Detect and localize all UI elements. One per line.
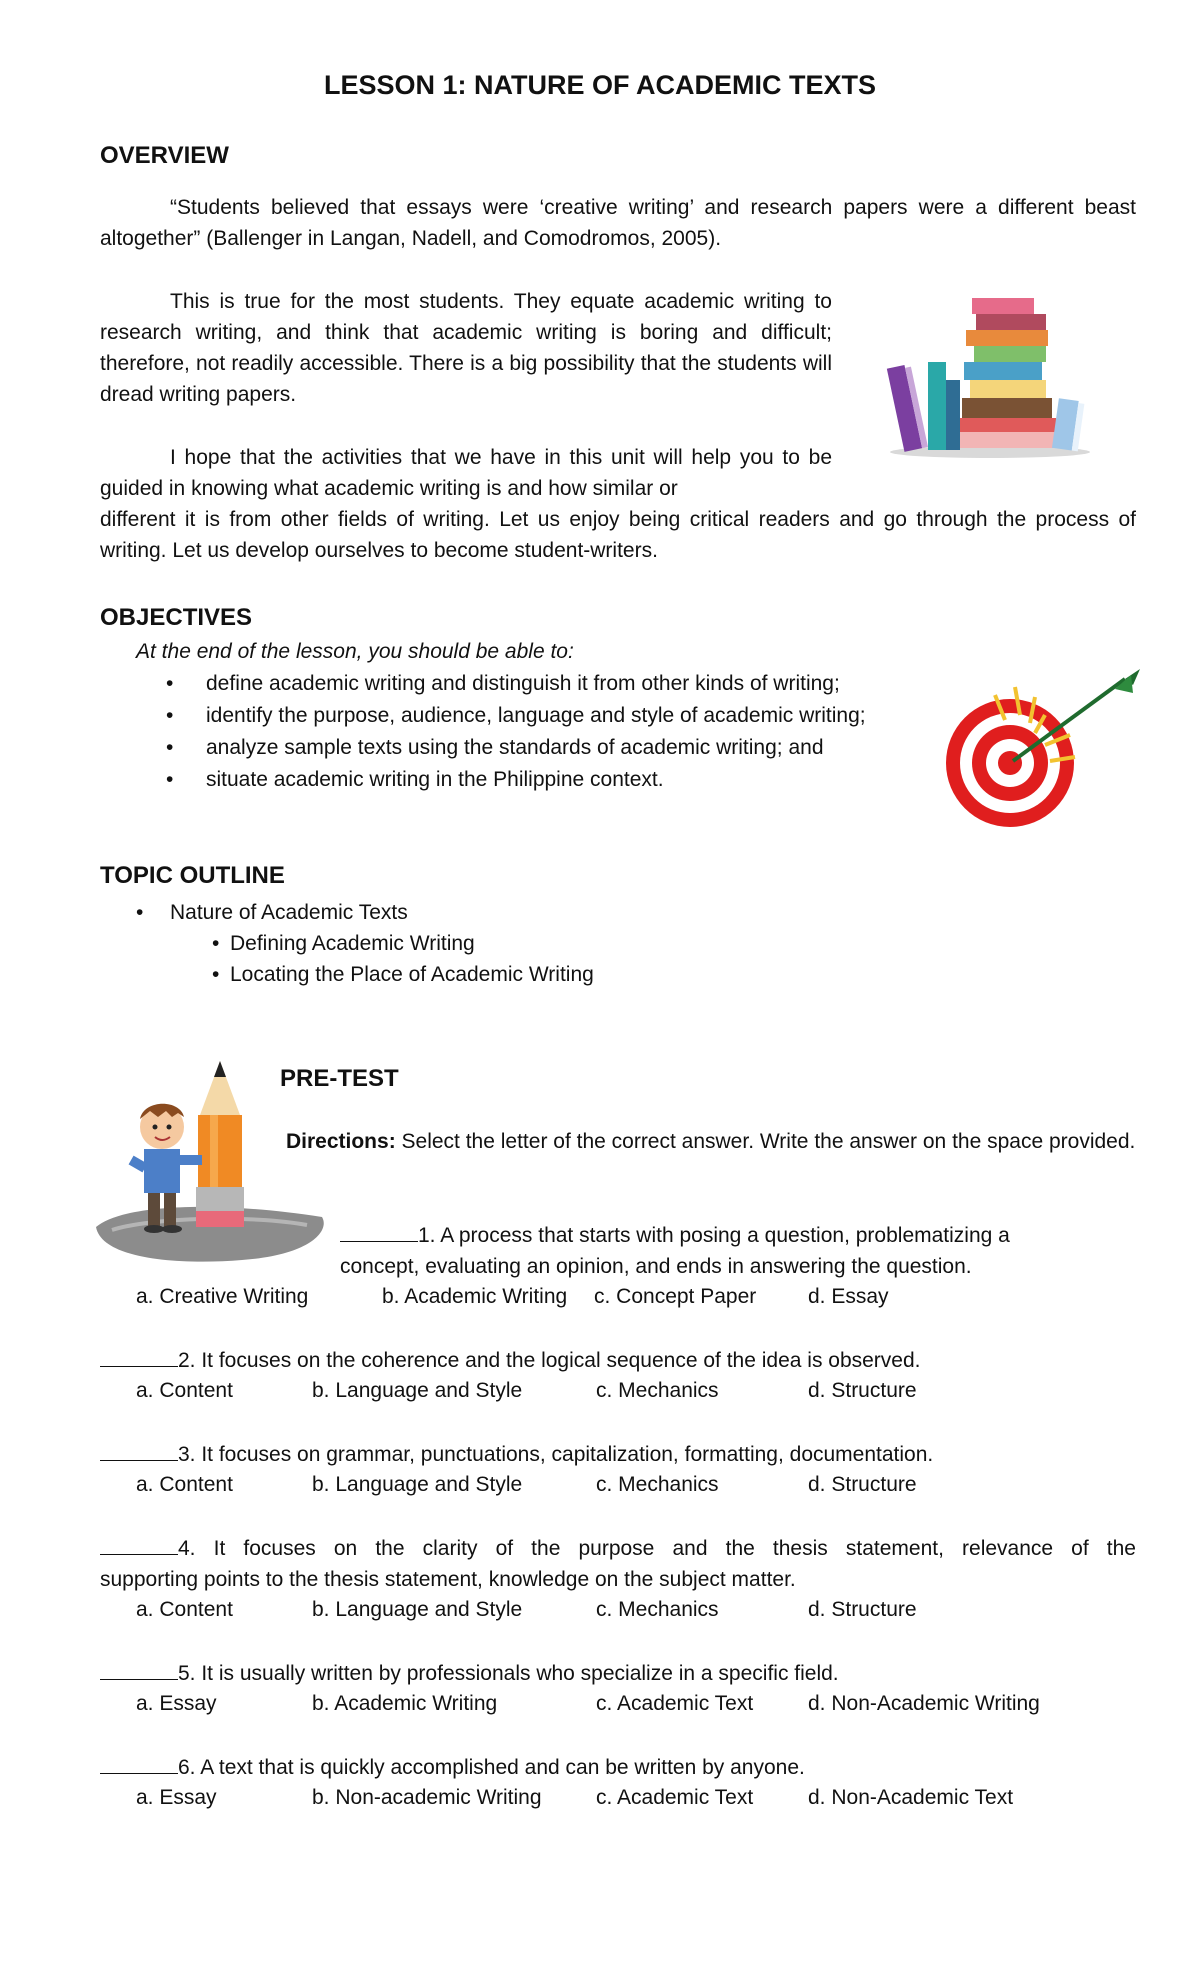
q4-option-c: c. Mechanics: [596, 1598, 719, 1621]
q5-option-a: a. Essay: [136, 1692, 217, 1715]
q1-option-d: d. Essay: [808, 1285, 889, 1308]
q2-option-d: d. Structure: [808, 1379, 917, 1402]
q4-option-a: a. Content: [136, 1598, 233, 1621]
answer-blank[interactable]: [100, 1346, 178, 1367]
topic-outline-sub-1: • Defining Academic Writing: [212, 932, 475, 955]
question-4-cont: supporting points to the thesis statement, knowledge on the subject matter.: [100, 1568, 796, 1591]
q2-option-c: c. Mechanics: [596, 1379, 719, 1402]
overview-paragraph-2: This is true for the most students. They equate academic writing to research writing, and think that academic writing is boring and difficult; therefore, not readily accessible. There is a big possibility that the students will dread writing papers.: [100, 290, 832, 406]
overview-paragraph-1: “Students believed that essays were ‘creative writing’ and research papers were a different beast altogether” (Ballenger in Langan, Nadell, and Comodromos, 2005).: [100, 196, 1136, 250]
topic-outline-main: • Nature of Academic Texts: [136, 901, 408, 924]
answer-blank[interactable]: [100, 1659, 178, 1680]
q1-option-b: b. Academic Writing: [382, 1285, 568, 1308]
q3-option-c: c. Mechanics: [596, 1473, 719, 1496]
q6-option-a: a. Essay: [136, 1786, 217, 1809]
overview-paragraph-3b: different it is from other fields of writing. Let us enjoy being critical readers and go through the process of writing. Let us develop ourselves to become student-writers.: [100, 508, 1136, 562]
list-item: • define academic writing and distinguish it from other kinds of writing;: [166, 672, 840, 695]
question-3: 3. It focuses on grammar, punctuations, capitalization, formatting, documentation.: [100, 1439, 933, 1470]
q6-option-c: c. Academic Text: [596, 1786, 754, 1809]
answer-blank[interactable]: [100, 1534, 178, 1555]
q6-option-d: d. Non-Academic Text: [808, 1786, 1014, 1809]
topic-outline-heading: TOPIC OUTLINE: [100, 862, 285, 889]
lesson-title: LESSON 1: NATURE OF ACADEMIC TEXTS: [323, 70, 877, 100]
question-4: 4. It focuses on the clarity of the purpose and the thesis statement, relevance of the: [100, 1533, 1136, 1564]
answer-blank[interactable]: [340, 1221, 418, 1242]
q3-option-a: a. Content: [136, 1473, 233, 1496]
q4-option-b: b. Language and Style: [312, 1598, 523, 1621]
q5-option-c: c. Academic Text: [596, 1692, 754, 1715]
list-item: • situate academic writing in the Philippine context.: [166, 768, 664, 791]
list-item: • analyze sample texts using the standards of academic writing; and: [166, 736, 824, 759]
q3-option-b: b. Language and Style: [312, 1473, 523, 1496]
q1-option-c: c. Concept Paper: [594, 1285, 757, 1308]
objectives-list: [136, 668, 922, 796]
overview-paragraph-3a: I hope that the activities that we have in this unit will help you to be guided in knowing what academic writing is and how similar or: [100, 446, 832, 500]
question-5: 5. It is usually written by professionals who specialize in a specific field.: [100, 1658, 839, 1689]
objectives-intro: At the end of the lesson, you should be able to:: [136, 640, 574, 663]
q4-option-d: d. Structure: [808, 1598, 917, 1621]
question-2: 2. It focuses on the coherence and the logical sequence of the idea is observed.: [100, 1345, 921, 1376]
question-1-cont: concept, evaluating an opinion, and ends in answering the question.: [340, 1255, 972, 1278]
question-6: 6. A text that is quickly accomplished and can be written by anyone.: [100, 1752, 805, 1783]
q2-option-b: b. Language and Style: [312, 1379, 523, 1402]
objectives-heading: OBJECTIVES: [100, 604, 253, 631]
question-1: 1. A process that starts with posing a question, problematizing a: [340, 1220, 1136, 1251]
pretest-heading: PRE-TEST: [280, 1065, 399, 1092]
q3-option-d: d. Structure: [808, 1473, 917, 1496]
q5-option-b: b. Academic Writing: [312, 1692, 498, 1715]
overview-heading: OVERVIEW: [100, 142, 229, 169]
answer-blank[interactable]: [100, 1753, 178, 1774]
topic-outline-sub-2: • Locating the Place of Academic Writing: [212, 963, 594, 986]
q6-option-b: b. Non-academic Writing: [312, 1786, 542, 1809]
q2-option-a: a. Content: [136, 1379, 233, 1402]
pretest-directions: Directions: Select the letter of the correct answer. Write the answer on the space provided.: [286, 1130, 1136, 1153]
books-stack-icon: [880, 290, 1100, 460]
q5-option-d: d. Non-Academic Writing: [808, 1692, 1040, 1715]
target-arrow-icon: [935, 665, 1145, 835]
list-item: • identify the purpose, audience, language and style of academic writing;: [166, 704, 866, 727]
q1-option-a: a. Creative Writing: [136, 1285, 309, 1308]
answer-blank[interactable]: [100, 1440, 178, 1461]
